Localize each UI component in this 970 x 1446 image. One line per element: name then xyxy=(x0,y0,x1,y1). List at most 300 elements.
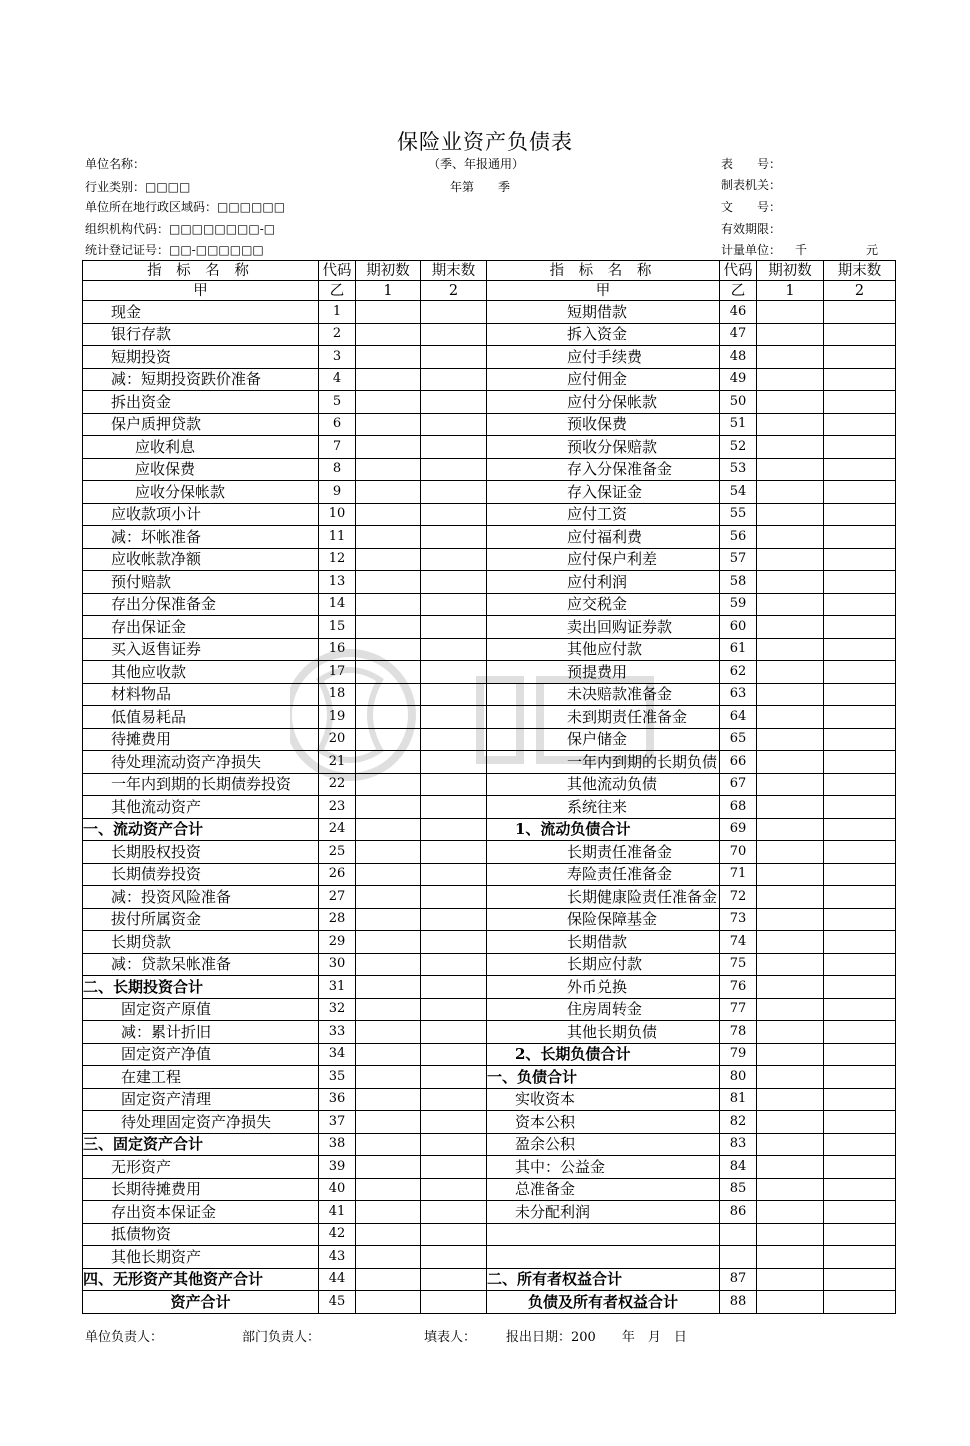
right-begin-value[interactable] xyxy=(757,886,824,909)
left-item-code: 28 xyxy=(319,908,356,931)
right-end-value[interactable] xyxy=(824,1178,896,1201)
right-begin-value[interactable] xyxy=(757,481,824,504)
left-item-name: 无形资产 xyxy=(83,1156,319,1179)
right-end-value[interactable] xyxy=(824,436,896,459)
right-end-value[interactable] xyxy=(824,503,896,526)
right-item-name: 2、长期负债合计 xyxy=(487,1043,720,1066)
table-row xyxy=(83,346,896,369)
left-begin-value[interactable] xyxy=(356,301,421,324)
left-item-name: 长期股权投资 xyxy=(83,841,319,864)
left-end-value[interactable] xyxy=(421,616,487,639)
left-begin-value[interactable] xyxy=(356,1088,421,1111)
right-end-value[interactable] xyxy=(824,818,896,841)
left-item-name: 短期投资 xyxy=(83,346,319,369)
sub-end-right: 2 xyxy=(824,281,896,301)
table-row xyxy=(83,1066,896,1089)
right-item-name: 应付保户利差 xyxy=(487,548,720,571)
right-begin-value[interactable] xyxy=(757,1043,824,1066)
right-end-value[interactable] xyxy=(824,593,896,616)
left-item-name: 材料物品 xyxy=(83,683,319,706)
right-item-code: 49 xyxy=(720,368,757,391)
left-item-code: 21 xyxy=(319,751,356,774)
left-begin-value[interactable] xyxy=(356,1291,421,1314)
right-item-code: 56 xyxy=(720,526,757,549)
left-end-value[interactable] xyxy=(421,1111,487,1134)
right-item-code: 81 xyxy=(720,1088,757,1111)
left-begin-value[interactable] xyxy=(356,616,421,639)
right-begin-value[interactable] xyxy=(757,661,824,684)
right-begin-value[interactable] xyxy=(757,1291,824,1314)
left-end-value[interactable] xyxy=(421,841,487,864)
right-item-name: 存入分保准备金 xyxy=(487,458,720,481)
right-end-value[interactable] xyxy=(824,481,896,504)
right-begin-value[interactable] xyxy=(757,503,824,526)
table-row xyxy=(83,931,896,954)
right-end-value[interactable] xyxy=(824,1223,896,1246)
left-end-value[interactable] xyxy=(421,661,487,684)
right-end-value[interactable] xyxy=(824,773,896,796)
left-end-value[interactable] xyxy=(421,1201,487,1224)
left-end-value[interactable] xyxy=(421,548,487,571)
left-end-value[interactable] xyxy=(421,728,487,751)
right-begin-value[interactable] xyxy=(757,436,824,459)
right-end-value[interactable] xyxy=(824,728,896,751)
right-item-code: 65 xyxy=(720,728,757,751)
unit-name-label: 单位名称： xyxy=(85,157,146,171)
left-end-value[interactable] xyxy=(421,1133,487,1156)
right-begin-value[interactable] xyxy=(757,976,824,999)
right-begin-value[interactable] xyxy=(757,571,824,594)
left-begin-value[interactable] xyxy=(356,571,421,594)
right-end-value[interactable] xyxy=(824,346,896,369)
left-begin-value[interactable] xyxy=(356,886,421,909)
right-begin-value[interactable] xyxy=(757,1156,824,1179)
left-item-code: 43 xyxy=(319,1246,356,1269)
left-item-name: 应收款项小计 xyxy=(83,503,319,526)
right-item-name: 应付手续费 xyxy=(487,346,720,369)
right-item-name: 未到期责任准备金 xyxy=(487,706,720,729)
left-item-code: 41 xyxy=(319,1201,356,1224)
left-begin-value[interactable] xyxy=(356,1043,421,1066)
left-end-value[interactable] xyxy=(421,976,487,999)
unit-label: 计量单位： xyxy=(721,243,782,257)
period-label: 年第 季 xyxy=(450,180,511,194)
right-begin-value[interactable] xyxy=(757,818,824,841)
left-begin-value[interactable] xyxy=(356,368,421,391)
left-end-value[interactable] xyxy=(421,301,487,324)
table-row xyxy=(83,391,896,414)
right-begin-value[interactable] xyxy=(757,796,824,819)
right-begin-value[interactable] xyxy=(757,1223,824,1246)
left-begin-value[interactable] xyxy=(356,458,421,481)
right-item-code: 79 xyxy=(720,1043,757,1066)
right-begin-value[interactable] xyxy=(757,908,824,931)
left-begin-value[interactable] xyxy=(356,683,421,706)
left-begin-value[interactable] xyxy=(356,593,421,616)
right-begin-value[interactable] xyxy=(757,1201,824,1224)
left-item-code: 34 xyxy=(319,1043,356,1066)
right-end-value[interactable] xyxy=(824,548,896,571)
left-item-code: 24 xyxy=(319,818,356,841)
right-item-code: 61 xyxy=(720,638,757,661)
right-begin-value[interactable] xyxy=(757,301,824,324)
left-begin-value[interactable] xyxy=(356,1066,421,1089)
left-item-code: 42 xyxy=(319,1223,356,1246)
right-item-code: 48 xyxy=(720,346,757,369)
left-begin-value[interactable] xyxy=(356,841,421,864)
left-begin-value[interactable] xyxy=(356,818,421,841)
left-item-code: 2 xyxy=(319,323,356,346)
left-begin-value[interactable] xyxy=(356,413,421,436)
right-item-name: 一、负债合计 xyxy=(487,1066,720,1089)
left-item-name: 减：短期投资跌价准备 xyxy=(83,368,319,391)
right-item-name: 其他长期负债 xyxy=(487,1021,720,1044)
table-row xyxy=(83,616,896,639)
right-end-value[interactable] xyxy=(824,391,896,414)
left-begin-value[interactable] xyxy=(356,1268,421,1291)
left-end-value[interactable] xyxy=(421,1043,487,1066)
right-begin-value[interactable] xyxy=(757,1088,824,1111)
right-begin-value[interactable] xyxy=(757,548,824,571)
table-row xyxy=(83,841,896,864)
right-begin-value[interactable] xyxy=(757,931,824,954)
right-item-name: 长期应付款 xyxy=(487,953,720,976)
left-begin-value[interactable] xyxy=(356,931,421,954)
right-item-name: 其他应付款 xyxy=(487,638,720,661)
right-item-code: 75 xyxy=(720,953,757,976)
right-begin-value[interactable] xyxy=(757,1133,824,1156)
right-end-value[interactable] xyxy=(824,1291,896,1314)
left-end-value[interactable] xyxy=(421,1021,487,1044)
left-item-name: 固定资产清理 xyxy=(83,1088,319,1111)
left-item-code: 9 xyxy=(319,481,356,504)
left-end-value[interactable] xyxy=(421,413,487,436)
left-end-value[interactable] xyxy=(421,526,487,549)
right-item-name xyxy=(487,1246,720,1269)
right-item-name: 应付福利费 xyxy=(487,526,720,549)
left-begin-value[interactable] xyxy=(356,976,421,999)
left-end-value[interactable] xyxy=(421,953,487,976)
right-end-value[interactable] xyxy=(824,1246,896,1269)
right-end-value[interactable] xyxy=(824,1111,896,1134)
right-item-name: 盈余公积 xyxy=(487,1133,720,1156)
right-item-code: 59 xyxy=(720,593,757,616)
right-item-name: 应付利润 xyxy=(487,571,720,594)
left-item-code: 14 xyxy=(319,593,356,616)
left-end-value[interactable] xyxy=(421,886,487,909)
right-end-value[interactable] xyxy=(824,1133,896,1156)
left-begin-value[interactable] xyxy=(356,1178,421,1201)
left-end-value[interactable] xyxy=(421,1156,487,1179)
right-begin-value[interactable] xyxy=(757,323,824,346)
left-item-name: 应收分保帐款 xyxy=(83,481,319,504)
left-item-name: 其他应收款 xyxy=(83,661,319,684)
table-row xyxy=(83,863,896,886)
right-item-name: 1、流动负债合计 xyxy=(487,818,720,841)
left-begin-value[interactable] xyxy=(356,773,421,796)
right-end-value[interactable] xyxy=(824,368,896,391)
left-end-value[interactable] xyxy=(421,638,487,661)
left-begin-value[interactable] xyxy=(356,481,421,504)
left-begin-value[interactable] xyxy=(356,728,421,751)
footer-head: 单位负责人： xyxy=(85,1330,164,1345)
right-begin-value[interactable] xyxy=(757,1178,824,1201)
left-end-value[interactable] xyxy=(421,863,487,886)
right-item-name: 卖出回购证券款 xyxy=(487,616,720,639)
right-end-value[interactable] xyxy=(824,1156,896,1179)
right-item-code: 50 xyxy=(720,391,757,414)
right-end-value[interactable] xyxy=(824,1066,896,1089)
left-begin-value[interactable] xyxy=(356,1246,421,1269)
right-begin-value[interactable] xyxy=(757,368,824,391)
right-end-value[interactable] xyxy=(824,953,896,976)
right-item-name: 系统往来 xyxy=(487,796,720,819)
left-item-name: 待摊费用 xyxy=(83,728,319,751)
right-begin-value[interactable] xyxy=(757,413,824,436)
left-end-value[interactable] xyxy=(421,818,487,841)
left-item-code: 5 xyxy=(319,391,356,414)
left-end-value[interactable] xyxy=(421,751,487,774)
left-begin-value[interactable] xyxy=(356,391,421,414)
left-item-name: 应收保费 xyxy=(83,458,319,481)
right-begin-value[interactable] xyxy=(757,1066,824,1089)
left-item-code: 22 xyxy=(319,773,356,796)
right-end-value[interactable] xyxy=(824,841,896,864)
left-end-value[interactable] xyxy=(421,1066,487,1089)
right-end-value[interactable] xyxy=(824,1043,896,1066)
left-begin-value[interactable] xyxy=(356,1156,421,1179)
col-end-left: 期末数 xyxy=(421,261,487,281)
usage-note: （季、年报通用） xyxy=(428,157,525,171)
left-item-code: 20 xyxy=(319,728,356,751)
left-item-name: 其他流动资产 xyxy=(83,796,319,819)
left-begin-value[interactable] xyxy=(356,908,421,931)
left-item-name: 待处理流动资产净损失 xyxy=(83,751,319,774)
right-begin-value[interactable] xyxy=(757,728,824,751)
sub-begin-right: 1 xyxy=(757,281,824,301)
right-end-value[interactable] xyxy=(824,413,896,436)
right-begin-value[interactable] xyxy=(757,346,824,369)
left-begin-value[interactable] xyxy=(356,998,421,1021)
left-end-value[interactable] xyxy=(421,706,487,729)
left-end-value[interactable] xyxy=(421,931,487,954)
right-item-name: 外币兑换 xyxy=(487,976,720,999)
right-end-value[interactable] xyxy=(824,908,896,931)
right-end-value[interactable] xyxy=(824,458,896,481)
right-begin-value[interactable] xyxy=(757,1021,824,1044)
left-begin-value[interactable] xyxy=(356,953,421,976)
right-end-value[interactable] xyxy=(824,1021,896,1044)
left-begin-value[interactable] xyxy=(356,1111,421,1134)
right-end-value[interactable] xyxy=(824,706,896,729)
right-begin-value[interactable] xyxy=(757,638,824,661)
sub-code-left: 乙 xyxy=(319,281,356,301)
table-row xyxy=(83,953,896,976)
table-row xyxy=(83,571,896,594)
left-end-value[interactable] xyxy=(421,683,487,706)
right-end-value[interactable] xyxy=(824,661,896,684)
table-row xyxy=(83,301,896,324)
right-item-name: 住房周转金 xyxy=(487,998,720,1021)
org-code-label: 组织机构代码：□□□□□□□□-□ xyxy=(85,222,276,236)
left-end-value[interactable] xyxy=(421,346,487,369)
left-end-value[interactable] xyxy=(421,1223,487,1246)
left-item-code: 18 xyxy=(319,683,356,706)
left-begin-value[interactable] xyxy=(356,503,421,526)
right-item-code: 80 xyxy=(720,1066,757,1089)
left-item-code: 36 xyxy=(319,1088,356,1111)
right-item-name: 寿险责任准备金 xyxy=(487,863,720,886)
left-end-value[interactable] xyxy=(421,458,487,481)
right-item-code: 58 xyxy=(720,571,757,594)
left-end-value[interactable] xyxy=(421,773,487,796)
left-begin-value[interactable] xyxy=(356,661,421,684)
left-begin-value[interactable] xyxy=(356,323,421,346)
table-row xyxy=(83,683,896,706)
doc-no-label: 文 号： xyxy=(721,200,782,214)
left-end-value[interactable] xyxy=(421,1246,487,1269)
left-begin-value[interactable] xyxy=(356,548,421,571)
left-item-name: 二、长期投资合计 xyxy=(83,976,319,999)
left-end-value[interactable] xyxy=(421,481,487,504)
right-begin-value[interactable] xyxy=(757,751,824,774)
left-begin-value[interactable] xyxy=(356,796,421,819)
left-begin-value[interactable] xyxy=(356,638,421,661)
left-end-value[interactable] xyxy=(421,1088,487,1111)
left-item-name: 一、流动资产合计 xyxy=(83,818,319,841)
right-begin-value[interactable] xyxy=(757,1268,824,1291)
left-end-value[interactable] xyxy=(421,1178,487,1201)
right-begin-value[interactable] xyxy=(757,458,824,481)
left-end-value[interactable] xyxy=(421,368,487,391)
left-begin-value[interactable] xyxy=(356,1223,421,1246)
table-row xyxy=(83,1043,896,1066)
table-row xyxy=(83,1268,896,1291)
right-end-value[interactable] xyxy=(824,301,896,324)
col-end-right: 期末数 xyxy=(824,261,896,281)
right-end-value[interactable] xyxy=(824,796,896,819)
right-item-code: 57 xyxy=(720,548,757,571)
left-begin-value[interactable] xyxy=(356,751,421,774)
right-item-name: 负债及所有者权益合计 xyxy=(487,1291,720,1314)
left-item-code: 26 xyxy=(319,863,356,886)
left-end-value[interactable] xyxy=(421,503,487,526)
right-item-code: 55 xyxy=(720,503,757,526)
left-item-code: 30 xyxy=(319,953,356,976)
right-begin-value[interactable] xyxy=(757,593,824,616)
right-begin-value[interactable] xyxy=(757,526,824,549)
left-item-code: 7 xyxy=(319,436,356,459)
right-end-value[interactable] xyxy=(824,683,896,706)
right-begin-value[interactable] xyxy=(757,998,824,1021)
right-end-value[interactable] xyxy=(824,863,896,886)
table-row xyxy=(83,368,896,391)
left-item-name: 减：投资风险准备 xyxy=(83,886,319,909)
right-item-name: 其他流动负债 xyxy=(487,773,720,796)
left-item-code: 29 xyxy=(319,931,356,954)
right-item-code: 76 xyxy=(720,976,757,999)
left-begin-value[interactable] xyxy=(356,1133,421,1156)
right-item-code: 86 xyxy=(720,1201,757,1224)
left-end-value[interactable] xyxy=(421,908,487,931)
left-begin-value[interactable] xyxy=(356,526,421,549)
left-item-name: 应收利息 xyxy=(83,436,319,459)
table-row xyxy=(83,1021,896,1044)
left-item-name: 应收帐款净额 xyxy=(83,548,319,571)
industry-label: 行业类别：□□□□ xyxy=(85,180,191,194)
right-begin-value[interactable] xyxy=(757,1246,824,1269)
left-end-value[interactable] xyxy=(421,391,487,414)
left-end-value[interactable] xyxy=(421,998,487,1021)
unit-value: 千 xyxy=(795,243,808,257)
right-begin-value[interactable] xyxy=(757,1111,824,1134)
right-end-value[interactable] xyxy=(824,323,896,346)
right-end-value[interactable] xyxy=(824,998,896,1021)
right-item-code: 73 xyxy=(720,908,757,931)
right-end-value[interactable] xyxy=(824,886,896,909)
right-item-code: 83 xyxy=(720,1133,757,1156)
right-end-value[interactable] xyxy=(824,931,896,954)
right-end-value[interactable] xyxy=(824,1088,896,1111)
right-item-name xyxy=(487,1223,720,1246)
right-begin-value[interactable] xyxy=(757,841,824,864)
left-begin-value[interactable] xyxy=(356,863,421,886)
left-end-value[interactable] xyxy=(421,436,487,459)
left-item-code: 27 xyxy=(319,886,356,909)
right-begin-value[interactable] xyxy=(757,706,824,729)
issuer-label: 制表机关： xyxy=(721,178,782,192)
right-begin-value[interactable] xyxy=(757,683,824,706)
table-row xyxy=(83,1246,896,1269)
right-end-value[interactable] xyxy=(824,526,896,549)
right-end-value[interactable] xyxy=(824,1201,896,1224)
left-end-value[interactable] xyxy=(421,571,487,594)
left-end-value[interactable] xyxy=(421,1291,487,1314)
right-end-value[interactable] xyxy=(824,751,896,774)
left-begin-value[interactable] xyxy=(356,436,421,459)
table-row xyxy=(83,1223,896,1246)
right-begin-value[interactable] xyxy=(757,863,824,886)
left-item-name: 拆出资金 xyxy=(83,391,319,414)
table-no-label: 表 号： xyxy=(721,157,782,171)
left-end-value[interactable] xyxy=(421,1268,487,1291)
left-end-value[interactable] xyxy=(421,323,487,346)
left-begin-value[interactable] xyxy=(356,1201,421,1224)
table-row xyxy=(83,481,896,504)
left-begin-value[interactable] xyxy=(356,706,421,729)
right-end-value[interactable] xyxy=(824,1268,896,1291)
right-begin-value[interactable] xyxy=(757,953,824,976)
table-row xyxy=(83,1201,896,1224)
right-item-name: 其中：公益金 xyxy=(487,1156,720,1179)
left-end-value[interactable] xyxy=(421,593,487,616)
left-item-name: 预付赔款 xyxy=(83,571,319,594)
right-begin-value[interactable] xyxy=(757,616,824,639)
right-end-value[interactable] xyxy=(824,638,896,661)
right-begin-value[interactable] xyxy=(757,773,824,796)
table-row xyxy=(83,751,896,774)
right-end-value[interactable] xyxy=(824,616,896,639)
left-end-value[interactable] xyxy=(421,796,487,819)
right-end-value[interactable] xyxy=(824,571,896,594)
left-begin-value[interactable] xyxy=(356,1021,421,1044)
left-item-name: 存出资本保证金 xyxy=(83,1201,319,1224)
left-begin-value[interactable] xyxy=(356,346,421,369)
table-row xyxy=(83,638,896,661)
right-begin-value[interactable] xyxy=(757,391,824,414)
right-item-name: 一年内到期的长期负债 xyxy=(487,751,720,774)
right-end-value[interactable] xyxy=(824,976,896,999)
